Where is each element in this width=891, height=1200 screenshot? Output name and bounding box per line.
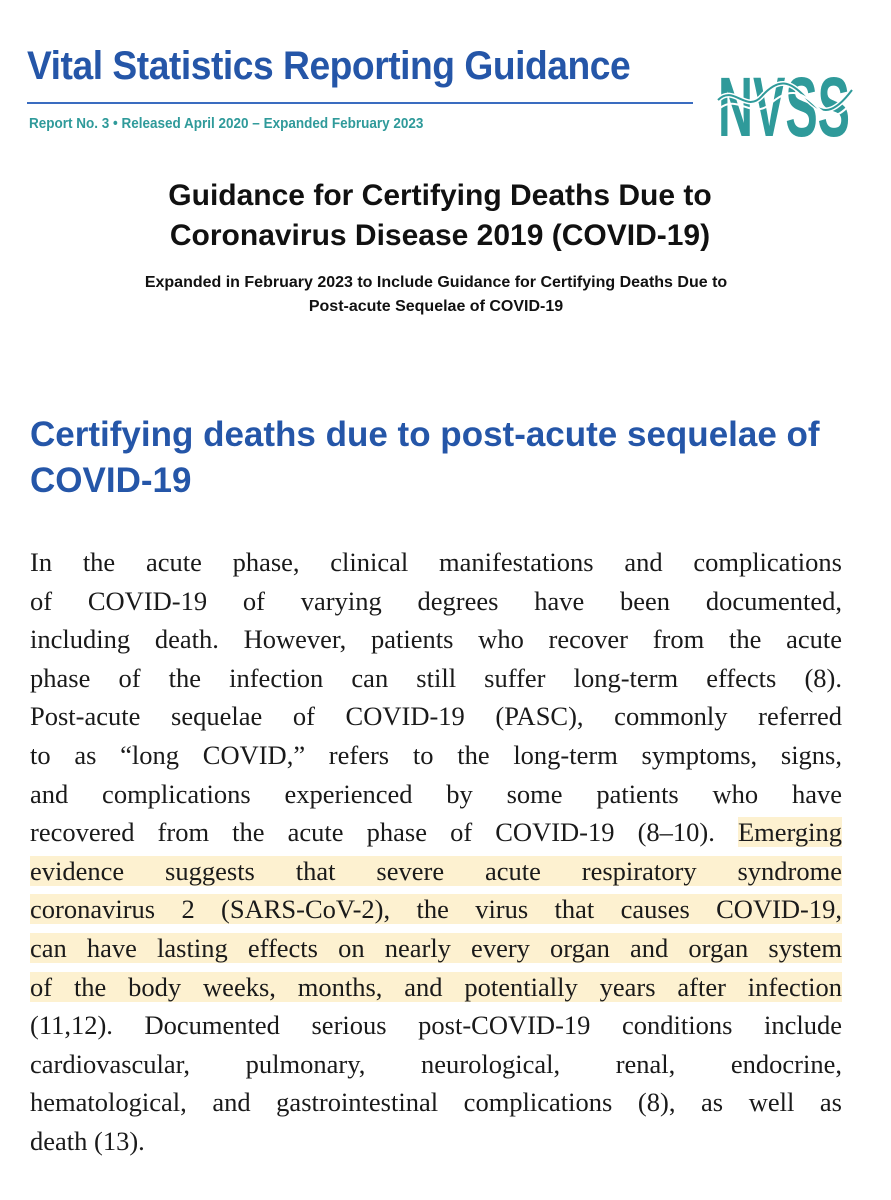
paragraph-line xyxy=(30,852,842,891)
section-heading-line: COVID-19 xyxy=(30,461,192,500)
report-info: Report No. 3 • Released April 2020 – Expanded February 2023 xyxy=(29,115,424,132)
document-subtitle xyxy=(0,271,872,319)
nvss-logo xyxy=(716,50,856,142)
body-paragraph xyxy=(30,543,842,1161)
paragraph-line xyxy=(30,813,842,852)
paragraph-line: (11,12). Documented serious post-COVID-19 conditions include xyxy=(30,1010,842,1041)
masthead-rule xyxy=(27,102,693,104)
paragraph-line xyxy=(30,890,842,929)
document-subtitle-line: Post-acute Sequelae of COVID-19 xyxy=(308,298,564,315)
highlighted-text: coronavirus 2 (SARS-CoV-2), the virus that causes COVID-19, xyxy=(30,894,842,925)
document-subtitle-line: Expanded in February 2023 to Include Guidance for Certifying Deaths Due to xyxy=(144,274,728,291)
paragraph-line: including death. However, patients who recover from the acute xyxy=(30,624,842,655)
masthead-title: Vital Statistics Reporting Guidance xyxy=(27,44,631,88)
paragraph-line xyxy=(30,968,842,1007)
paragraph-line: to as “long COVID,” refers to the long-term symptoms, signs, xyxy=(30,739,842,770)
highlighted-text: Emerging xyxy=(737,817,842,848)
paragraph-line: In the acute phase, clinical manifestations and complications xyxy=(30,547,842,577)
paragraph-text: recovered from the acute phase of COVID-19 (8–10). xyxy=(30,817,738,848)
section-heading xyxy=(30,412,830,504)
paragraph-line: of COVID-19 of varying degrees have been documented, xyxy=(30,585,842,616)
paragraph-line: hematological, and gastrointestinal complications (8), as well as xyxy=(30,1087,842,1118)
document-title-line: Guidance for Certifying Deaths Due to xyxy=(168,179,712,212)
paragraph-line xyxy=(30,929,842,968)
section-heading-line: Certifying deaths due to post-acute sequelae of xyxy=(30,415,820,454)
paragraph-line: phase of the infection can still suffer long-term effects (8). xyxy=(30,662,842,693)
highlighted-text: can have lasting effects on nearly every organ and organ system xyxy=(30,932,842,963)
document-title-line: Coronavirus Disease 2019 (COVID-19) xyxy=(169,219,711,252)
document-title xyxy=(0,176,880,256)
paragraph-line: death (13). xyxy=(30,1125,145,1156)
nvss-logo-text: NVSS xyxy=(718,60,850,142)
paragraph-line: and complications experienced by some patients who have xyxy=(30,778,842,809)
paragraph-line: Post-acute sequelae of COVID-19 (PASC), commonly referred xyxy=(30,701,842,732)
highlighted-text: evidence suggests that severe acute respiratory syndrome xyxy=(30,855,842,886)
paragraph-line: cardiovascular, pulmonary, neurological, renal, endocrine, xyxy=(30,1048,842,1079)
highlighted-text: of the body weeks, months, and potentially years after infection xyxy=(30,971,842,1002)
